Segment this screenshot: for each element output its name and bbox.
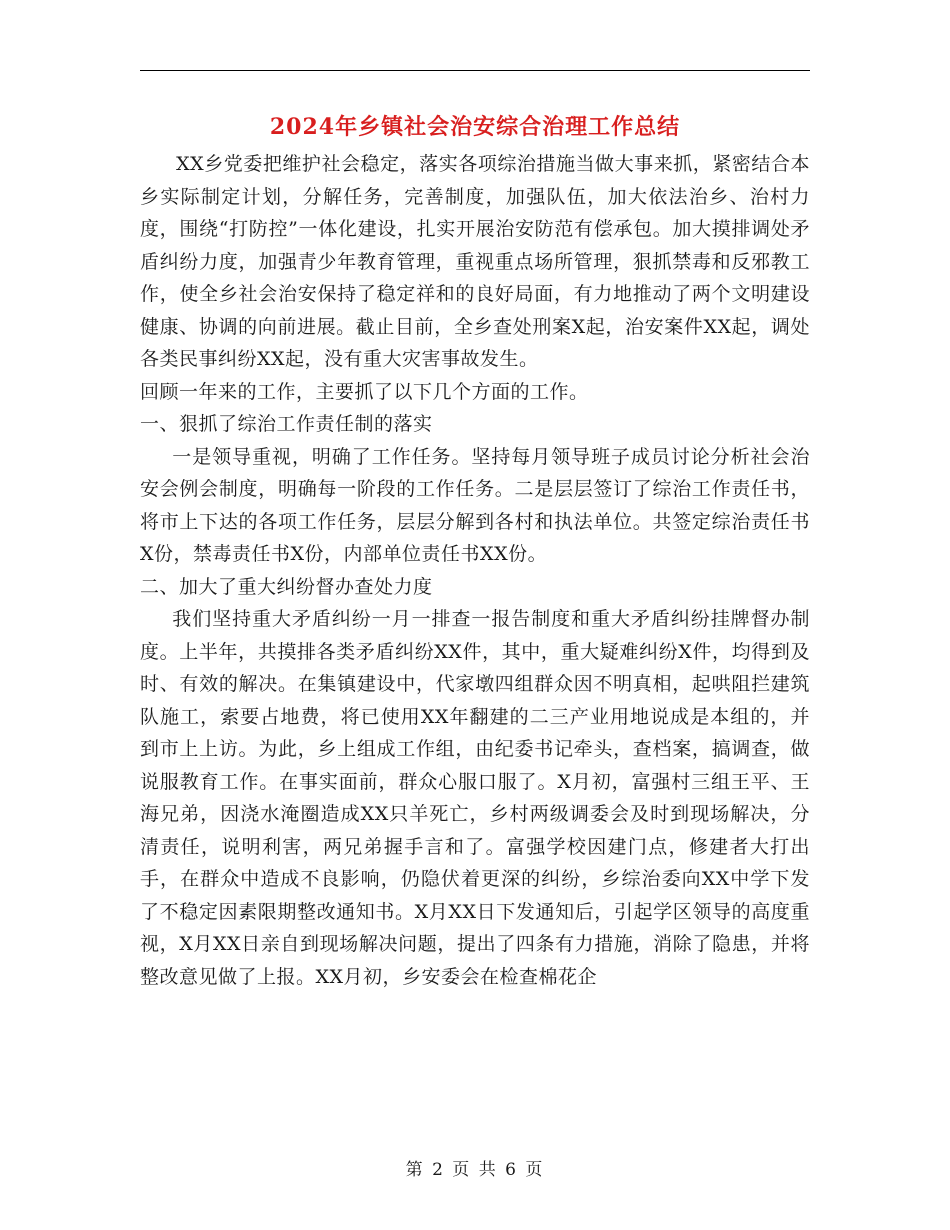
section-heading-1: 一、狠抓了综治工作责任制的落实 [140,413,433,435]
document-title: 2024年乡镇社会治安综合治理工作总结 [269,114,681,140]
document-body [140,148,810,993]
paragraph-section-2: 我们坚持重大矛盾纠纷一月一排查一报告制度和重大矛盾纠纷挂牌督办制度。上半年，共摸排各类矛盾纠纷XX件，其中，重大疑难纠纷X件，均得到及时、有效的解决。在集镇建设中，代家墩四组群众因不明真相，起哄阻拦建筑队施工，索要占地费，将已使用XX年翻建的二三产业用地说成是本组的，并到市上上访。为此，乡上组成工作组，由纪委书记牵头，查档案，搞调查，做说服教育工作。在事实面前，群众心服口服了。X月初，富强村三组王平、王海兄弟，因浇水淹圈造成XX只羊死亡，乡村两级调委会及时到现场解决，分清责任，说明利害，两兄弟握手言和了。富强学校因建门点，修建者大打出手，在群众中造成不良影响，仍隐伏着更深的纠纷，乡综治委向XX中学下发了不稳定因素限期整改通知书。X月XX日下发通知后，引起学区领导的高度重视，X月XX日亲自到现场解决问题，提出了四条有力措施，消除了隐患，并将整改意见做了上报。XX月初，乡安委会在检查棉花企 [140,608,810,988]
section-heading-2: 二、加大了重大纠纷督办查处力度 [140,575,433,598]
header-rule [140,70,810,71]
paragraph-section-1: 一是领导重视，明确了工作任务。坚持每月领导班子成员讨论分析社会治安会例会制度，明确每一阶段的工作任务。二是层层签订了综治工作责任书，将市上下达的各项工作任务，层层分解到各村和执法单位。共签定综治责任书X份，禁毒责任书X份，内部单位责任书XX份。 [140,445,810,565]
page-number: 第 2 页 共 6 页 [405,1160,545,1180]
paragraph-intro: XX乡党委把维护社会稳定，落实各项综治措施当做大事来抓，紧密结合本乡实际制定计划，分解任务，完善制度，加强队伍，加大依法治乡、治村力度，围绕“打防控”一体化建设，扎实开展治安防范有偿承包。加大摸排调处矛盾纠纷力度，加强青少年教育管理，重视重点场所管理，狠抓禁毒和反邪教工作，使全乡社会治安保持了稳定祥和的良好局面，有力地推动了两个文明建设健康、协调的向前进展。截止目前，全乡查处刑案X起，治安案件XX起，调处各类民事纠纷XX起，没有重大灾害事故发生。 [140,153,810,370]
paragraph-review: 回顾一年来的工作，主要抓了以下几个方面的工作。 [140,380,589,403]
